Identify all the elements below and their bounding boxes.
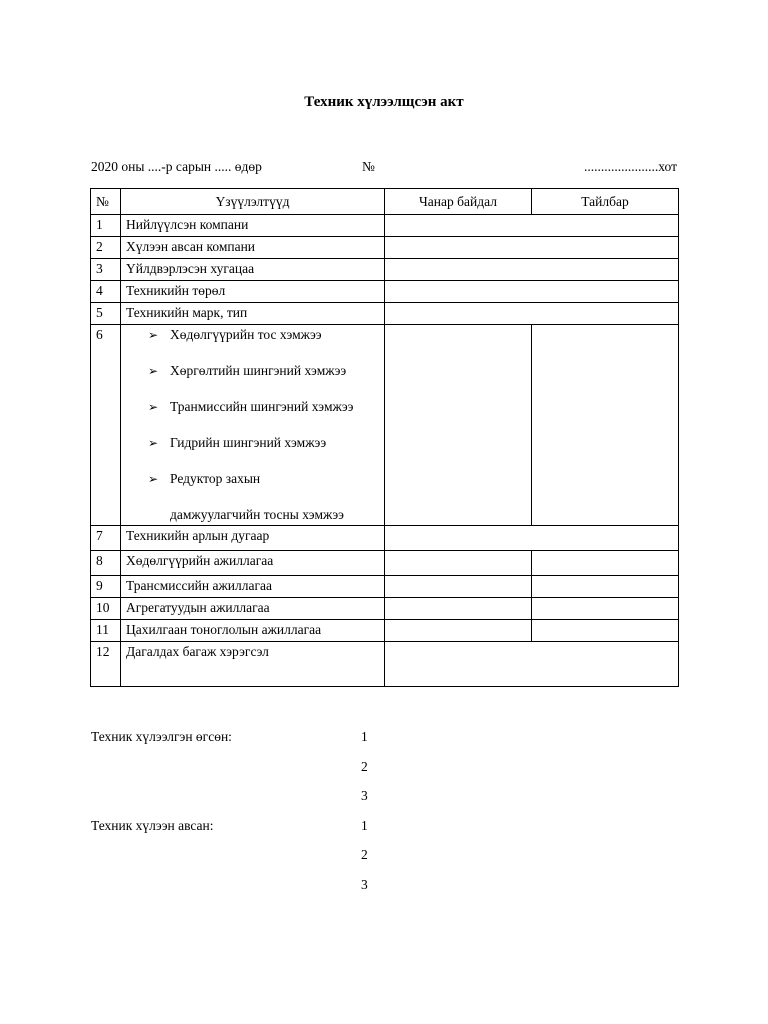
row-label: Дагалдах багаж хэрэгсэл (121, 642, 385, 687)
list-item: ➢ Хөргөлтийн шингэний хэмжээ (148, 361, 379, 381)
row-number: 12 (91, 642, 121, 687)
arrow-bullet-icon: ➢ (148, 472, 159, 486)
header-indicators: Үзүүлэлтүүд (121, 189, 385, 215)
row-remark-cell[interactable] (532, 325, 679, 526)
row-value-cell[interactable] (385, 215, 679, 237)
row-label: Техникийн арлын дугаар (121, 526, 385, 551)
table-row (91, 281, 679, 303)
table-row (91, 526, 679, 551)
row-value-cell[interactable] (385, 259, 679, 281)
row-label: Хөдөлгүүрийн ажиллагаа (121, 551, 385, 576)
table-row (91, 215, 679, 237)
table-row (91, 576, 679, 598)
row-number: 7 (91, 526, 121, 551)
table-row (91, 642, 679, 687)
row-value-cell[interactable] (385, 303, 679, 325)
act-table (90, 188, 679, 687)
list-item: ➢ Хөдөлгүүрийн тос хэмжээ (148, 325, 379, 345)
table-header-row (91, 189, 679, 215)
arrow-bullet-icon: ➢ (148, 436, 159, 450)
table-row-fluids (91, 325, 679, 526)
table-row (91, 620, 679, 642)
row-condition-cell[interactable] (385, 576, 532, 598)
signature-number: 3 (361, 877, 368, 892)
row-condition-cell[interactable] (385, 551, 532, 576)
arrow-bullet-icon: ➢ (148, 364, 159, 378)
row-label: Агрегатуудын ажиллагаа (121, 598, 385, 620)
table-row (91, 598, 679, 620)
row-number: 10 (91, 598, 121, 620)
row-number: 5 (91, 303, 121, 325)
row-number: 8 (91, 551, 121, 576)
row-value-cell[interactable] (385, 642, 679, 687)
row-remark-cell[interactable] (532, 551, 679, 576)
row-label: Трансмиссийн ажиллагаа (121, 576, 385, 598)
row-value-cell[interactable] (385, 281, 679, 303)
row-number: 11 (91, 620, 121, 642)
row-remark-cell[interactable] (532, 598, 679, 620)
number-sign: № (362, 159, 375, 174)
table-row (91, 237, 679, 259)
row-number: 6 (91, 325, 121, 526)
row-label: Нийлүүлсэн компани (121, 215, 385, 237)
signature-number: 1 (361, 729, 368, 744)
header-condition: Чанар байдал (385, 189, 532, 215)
row-remark-cell[interactable] (532, 620, 679, 642)
row-label: Техникийн марк, тип (121, 303, 385, 325)
row-label: Хүлээн авсан компани (121, 237, 385, 259)
row-label: Цахилгаан тоноглолын ажиллагаа (121, 620, 385, 642)
row-condition-cell[interactable] (385, 598, 532, 620)
row-number: 1 (91, 215, 121, 237)
row-number: 3 (91, 259, 121, 281)
signature-number: 1 (361, 818, 368, 833)
row-value-cell[interactable] (385, 526, 679, 551)
signature-number: 2 (361, 759, 368, 774)
list-item: ➢ Транмиссийн шингэний хэмжээ (148, 397, 379, 417)
fluid-list-cell (121, 325, 385, 526)
row-label: Техникийн төрөл (121, 281, 385, 303)
handed-over-label: Техник хүлээлгэн өгсөн: (91, 729, 232, 744)
row-condition-cell[interactable] (385, 620, 532, 642)
arrow-bullet-icon: ➢ (148, 328, 159, 342)
row-condition-cell[interactable] (385, 325, 532, 526)
row-number: 4 (91, 281, 121, 303)
row-number: 9 (91, 576, 121, 598)
received-label: Техник хүлээн авсан: (91, 818, 214, 833)
header-number: № (91, 189, 121, 215)
table-row (91, 259, 679, 281)
header-remark: Тайлбар (532, 189, 679, 215)
document-title: Техник хүлээлщсэн акт (304, 94, 464, 110)
row-remark-cell[interactable] (532, 576, 679, 598)
table-row (91, 303, 679, 325)
signature-number: 3 (361, 788, 368, 803)
city-line: ......................хот (584, 159, 677, 174)
signature-number: 2 (361, 847, 368, 862)
row-label: Үйлдвэрлэсэн хугацаа (121, 259, 385, 281)
row-number: 2 (91, 237, 121, 259)
arrow-bullet-icon: ➢ (148, 400, 159, 414)
date-line: 2020 оны ....-р сарын ..... өдөр (91, 159, 262, 174)
row-value-cell[interactable] (385, 237, 679, 259)
fluid-list (126, 325, 379, 525)
list-item: ➢ Редуктор захын дамжуулагчийн тосны хэмжээ (148, 471, 344, 522)
table-row (91, 551, 679, 576)
list-item: ➢ Гидрийн шингэний хэмжээ (148, 433, 379, 453)
